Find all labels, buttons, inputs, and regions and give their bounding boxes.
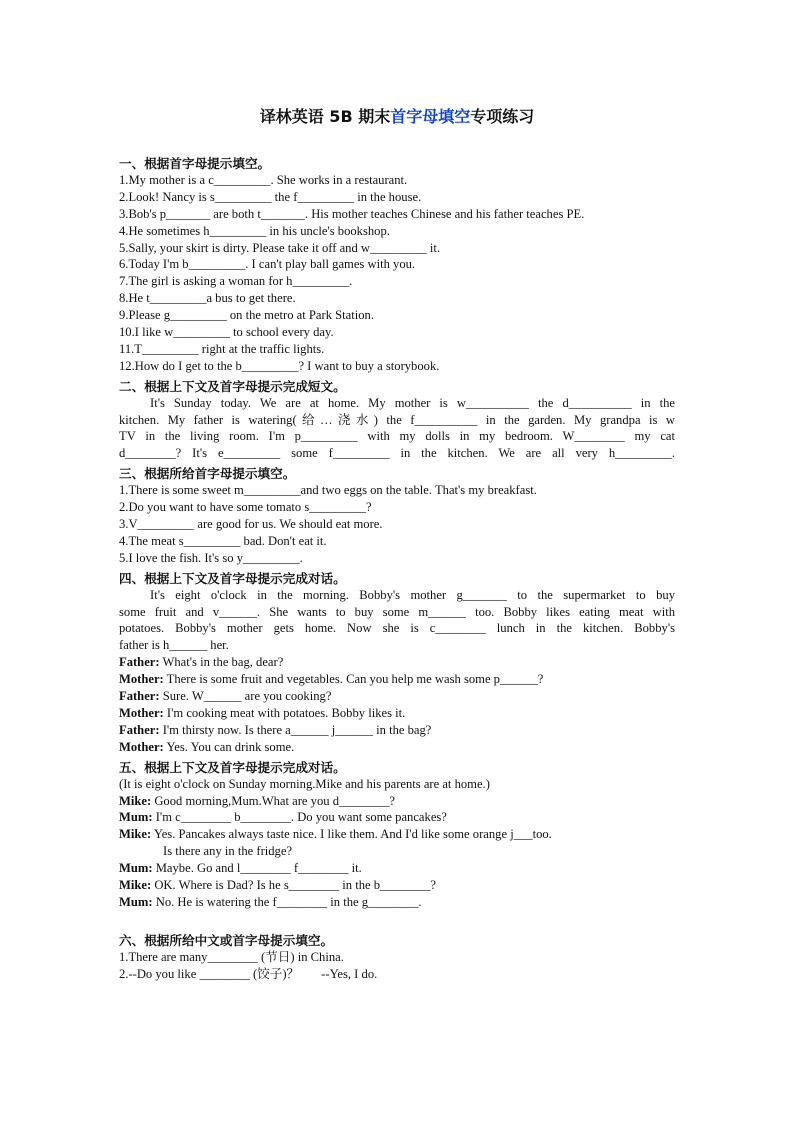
passage-line: potatoes. Bobby's mother gets home. Now she is c________ lunch in the kitchen. Bobby's: [119, 621, 675, 636]
title-highlight: 首字母填空: [390, 107, 471, 126]
question-line: 2.Do you want to have some tomato s_________?: [119, 500, 372, 515]
dialog-text: Yes. You can drink some.: [163, 739, 295, 754]
question-line: 11.T_________ right at the traffic lights.: [119, 341, 325, 356]
section-1-list: [119, 172, 675, 375]
speaker-label: Mum:: [119, 861, 153, 876]
question-line: 9.Please g_________ on the metro at Park Station.: [119, 308, 374, 323]
question-line: 7.The girl is asking a woman for h_________.: [119, 274, 353, 289]
question-line: 5.Sally, your skirt is dirty. Please take it off and w_________ it.: [119, 240, 440, 255]
dialog-line: [119, 739, 675, 756]
question-line: 10.I like w_________ to school every day.: [119, 325, 334, 340]
question-line: 1.There are many________ (节日) in China.: [119, 949, 344, 964]
speaker-label: Father:: [119, 722, 160, 737]
dialog-line: [119, 793, 675, 810]
speaker-label: Mike:: [119, 827, 152, 842]
passage-line: TV in the living room. I'm p_________ with my dolls in my bedroom. W________ my cat: [119, 429, 675, 444]
dialog-text: What's in the bag, dear?: [159, 655, 284, 670]
dialog-text: Yes. Pancakes always taste nice. I like them. And I'd like some orange j___too.: [151, 827, 552, 842]
passage-line: some fruit and v______. She wants to buy some m______ too. Bobby likes eating meat with: [119, 604, 675, 619]
section-2-heading: 二、根据上下文及首字母提示完成短文。: [119, 378, 346, 394]
question-line: 3.V_________ are good for us. We should eat more.: [119, 517, 383, 532]
page-title: [0, 104, 794, 127]
speaker-label: Mum:: [119, 894, 153, 909]
dialog-line: [119, 705, 675, 722]
speaker-label: Mike:: [119, 877, 152, 892]
section-3-heading: 三、根据所给首字母提示填空。: [119, 466, 296, 482]
section-6-list: [119, 949, 675, 983]
dialog-text: I'm cooking meat with potatoes. Bobby likes it.: [163, 705, 406, 720]
dialog-text: OK. Where is Dad? Is he s________ in the b________?: [151, 877, 437, 892]
dialog-line: [119, 894, 675, 911]
speaker-label: Mum:: [119, 810, 153, 825]
speaker-label: Mother:: [119, 739, 164, 754]
section-3-list: [119, 482, 675, 566]
section-4-heading: 四、根据上下文及首字母提示完成对话。: [119, 570, 346, 586]
dialog-text: Good morning,Mum.What are you d________?: [151, 793, 395, 808]
dialog-text: There is some fruit and vegetables. Can you help me wash some p______?: [163, 672, 544, 687]
question-line: 1.My mother is a c_________. She works in a restaurant.: [119, 173, 408, 187]
question-line: 6.Today I'm b_________. I can't play ball games with you.: [119, 257, 416, 272]
section-5-dialog: [119, 793, 675, 911]
section-6-heading: 六、根据所给中文或首字母提示填空。: [119, 932, 334, 948]
dialog-line: [119, 722, 675, 739]
title-post: 专项练习: [470, 107, 535, 126]
speaker-label: Mother:: [119, 672, 164, 687]
dialog-text: Maybe. Go and l________ f________ it.: [152, 861, 362, 876]
passage-line: It's eight o'clock in the morning. Bobby's mother g_______ to the supermarket to buy: [150, 587, 675, 602]
section-4-dialog: [119, 654, 675, 755]
passage-line: kitchen. My father is watering(给…浇水) the f__________ in the garden. My grandpa is w: [119, 412, 675, 427]
passage-line: It's Sunday today. We are at home. My mother is w__________ the d__________ in the: [150, 395, 675, 410]
question-line: 4.He sometimes h_________ in his uncle's bookshop.: [119, 223, 390, 238]
section-spacer: [119, 911, 675, 929]
question-line: 2.Look! Nancy is s_________ the f_________ in the house.: [119, 189, 422, 204]
section-5-heading: 五、根据上下文及首字母提示完成对话。: [119, 759, 346, 775]
dialog-text: No. He is watering the f________ in the g________.: [152, 894, 422, 909]
question-line: 2.--Do you like ________ (饺子)？ --Yes, I do.: [119, 966, 378, 981]
question-line: 5.I love the fish. It's so y_________.: [119, 550, 303, 565]
dialog-line-continued: [119, 843, 675, 860]
dialog-line: [119, 860, 675, 877]
title-pre: 译林英语 5B 期末: [259, 107, 391, 126]
section-5-intro: (It is eight o'clock on Sunday morning.Mike and his parents are at home.): [119, 776, 490, 791]
section-2-passage: [119, 395, 675, 463]
speaker-label: Father:: [119, 689, 160, 704]
dialog-line: [119, 826, 675, 843]
dialog-text: I'm c________ b________. Do you want some pancakes?: [152, 810, 447, 825]
dialog-text: Sure. W______ are you cooking?: [159, 689, 332, 704]
section-1-heading: 一、根据首字母提示填空。: [119, 156, 271, 171]
speaker-label: Mother:: [119, 705, 164, 720]
dialog-line: [119, 654, 675, 671]
section-4-passage: [119, 587, 675, 655]
speaker-label: Mike:: [119, 793, 152, 808]
question-line: 12.How do I get to the b_________? I want to buy a storybook.: [119, 358, 440, 373]
dialog-line: [119, 688, 675, 705]
passage-line: father is h______ her.: [119, 638, 229, 653]
dialog-line: [119, 877, 675, 894]
dialog-text: I'm thirsty now. Is there a______ j______ in the bag?: [159, 722, 432, 737]
dialog-line: [119, 671, 675, 688]
speaker-label: Father:: [119, 655, 160, 670]
dialog-line: [119, 809, 675, 826]
passage-line: d________? It's e_________ some f_________ in the kitchen. We are all very h_________.: [119, 446, 675, 461]
question-line: 4.The meat s_________ bad. Don't eat it.: [119, 533, 327, 548]
question-line: 3.Bob's p_______ are both t_______. His mother teaches Chinese and his father teaches PE.: [119, 206, 585, 221]
question-line: 1.There is some sweet m_________and two eggs on the table. That's my breakfast.: [119, 483, 537, 498]
worksheet-content: [119, 152, 675, 983]
dialog-text: Is there any in the fridge?: [163, 844, 293, 859]
question-line: 8.He t_________a bus to get there.: [119, 291, 296, 306]
